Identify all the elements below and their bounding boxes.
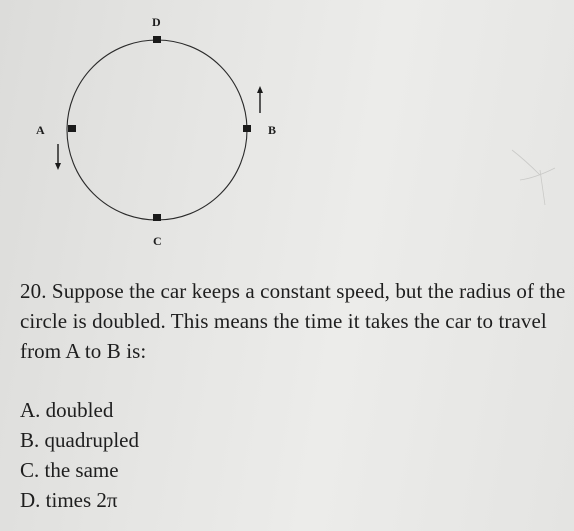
question-text (20, 276, 568, 366)
label-c: C (153, 234, 162, 248)
marker-c (153, 214, 161, 221)
marker-a (68, 125, 76, 132)
choice-a[interactable]: A. doubled (20, 398, 114, 422)
arrow-at-b (257, 86, 263, 113)
choice-b[interactable]: B. quadrupled (20, 428, 139, 452)
question-body: Suppose the car keeps a constant speed, but the radius of the circle is doubled. This means the time it takes the car to travel from A to B is: (20, 279, 566, 363)
label-b: B (268, 123, 277, 137)
marker-b (243, 125, 251, 132)
paper-marks (512, 150, 555, 205)
label-d: D (152, 15, 161, 29)
circle-path (67, 40, 247, 220)
arrow-at-a (55, 144, 61, 170)
question-number: 20. (20, 279, 47, 303)
choice-d[interactable]: D. times 2π (20, 488, 118, 512)
label-a: A (36, 123, 45, 137)
marker-d (153, 36, 161, 43)
answer-choices (20, 395, 139, 515)
choice-c[interactable]: C. the same (20, 458, 119, 482)
